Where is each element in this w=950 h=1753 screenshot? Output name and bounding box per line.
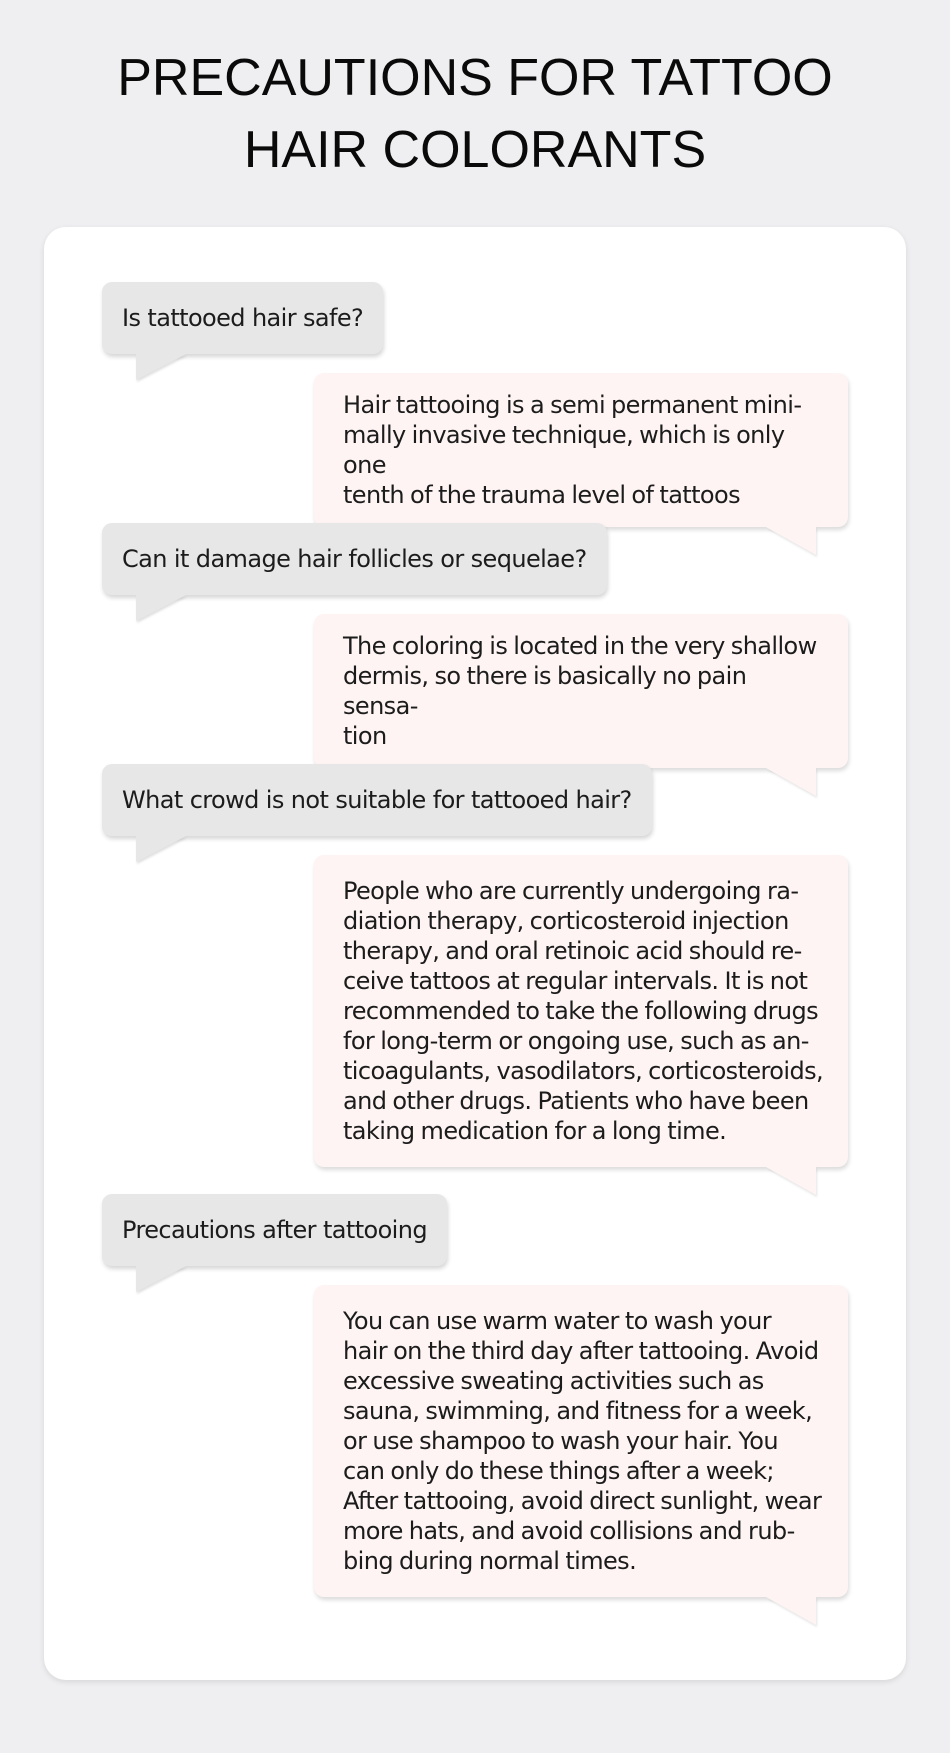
answer-4-line-7: After tattooing, avoid direct sunlight, wear (343, 1487, 822, 1515)
question-bubble-4 (102, 1194, 447, 1266)
question-text-1: Is tattooed hair safe? (122, 304, 364, 332)
answer-3-line-5: recommended to take the following drugs (343, 997, 819, 1025)
answer-3-line-4: ceive tattoos at regular intervals. It is not (343, 967, 808, 995)
question-tail-1 (136, 354, 186, 380)
answer-3-line-7: ticoagulants, vasodilators, corticosteroids, (343, 1057, 824, 1085)
answer-tail-4 (766, 1597, 816, 1625)
answer-tail-1 (766, 527, 816, 555)
answer-4-line-4: sauna, swimming, and fitness for a week, (343, 1397, 813, 1425)
answer-3-line-1: People who are currently undergoing ra- (343, 877, 799, 905)
answer-1-line-1: Hair tattooing is a semi permanent mini- (343, 391, 802, 419)
answer-1-line-2: mally invasive technique, which is only one (343, 421, 785, 479)
question-tail-4 (136, 1266, 186, 1292)
answer-2-line-3: tion (343, 722, 387, 750)
answer-bubble-3 (314, 855, 848, 1167)
answer-4-line-9: bing during normal times. (343, 1547, 637, 1575)
answer-3-line-3: therapy, and oral retinoic acid should re- (343, 937, 802, 965)
answer-tail-3 (766, 1167, 816, 1195)
question-text-3: What crowd is not suitable for tattooed hair? (122, 786, 632, 814)
answer-bubble-1 (314, 373, 848, 527)
answer-2-line-2: dermis, so there is basically no pain sensa- (343, 662, 747, 720)
question-bubble-2 (102, 523, 607, 595)
answer-tail-2 (766, 768, 816, 796)
answer-4-line-3: excessive sweating activities such as (343, 1367, 764, 1395)
answer-3-line-8: and other drugs. Patients who have been (343, 1087, 809, 1115)
chat-card (44, 227, 906, 1680)
answer-4-line-5: or use shampoo to wash your hair. You (343, 1427, 778, 1455)
answer-bubble-2 (314, 614, 848, 768)
question-tail-2 (136, 595, 186, 621)
answer-1-line-3: tenth of the trauma level of tattoos (343, 481, 740, 509)
title-line-1: PRECAUTIONS FOR TATTOO (117, 49, 833, 107)
answer-3-line-6: for long-term or ongoing use, such as an- (343, 1027, 809, 1055)
answer-4-line-8: more hats, and avoid collisions and rub- (343, 1517, 795, 1545)
answer-4-line-6: can only do these things after a week; (343, 1457, 774, 1485)
question-text-4: Precautions after tattooing (122, 1216, 427, 1244)
question-bubble-1 (102, 282, 383, 354)
answer-3-line-9: taking medication for a long time. (343, 1117, 727, 1145)
page-title (0, 42, 950, 186)
question-text-2: Can it damage hair follicles or sequelae? (122, 545, 587, 573)
question-tail-3 (136, 836, 186, 862)
answer-3-line-2: diation therapy, corticosteroid injection (343, 907, 789, 935)
answer-4-line-1: You can use warm water to wash your (343, 1307, 772, 1335)
answer-bubble-4 (314, 1285, 848, 1597)
answer-2-line-1: The coloring is located in the very shallow (343, 632, 817, 660)
question-bubble-3 (102, 764, 652, 836)
answer-4-line-2: hair on the third day after tattooing. Avoid (343, 1337, 819, 1365)
title-line-2: HAIR COLORANTS (243, 121, 707, 179)
